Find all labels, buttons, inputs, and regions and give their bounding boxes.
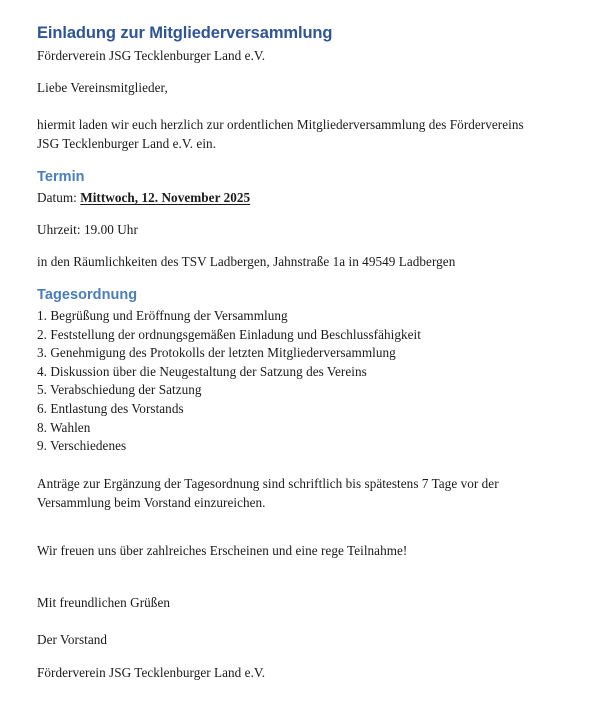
document-title: Einladung zur Mitgliederversammlung	[37, 24, 333, 42]
agenda-item: 6. Entlastung des Vorstands	[37, 401, 184, 416]
requests-line-2: Versammlung beim Vorstand einzureichen.	[37, 495, 266, 510]
agenda-item: 2. Feststellung der ordnungsgemäßen Einladung und Beschlussfähigkeit	[37, 326, 421, 342]
date-label: Datum:	[37, 190, 81, 205]
agenda-item: 5. Verabschiedung der Satzung	[37, 382, 202, 398]
date-value: Mittwoch, 12. November 2025	[80, 190, 251, 205]
agenda-item: 4. Diskussion über die Neugestaltung der Satzung des Vereins	[37, 363, 367, 379]
location-line: in den Räumlichkeiten des TSV Ladbergen, Jahnstraße 1a in 49549 Ladbergen	[37, 254, 456, 269]
termin-heading: Termin	[37, 169, 85, 185]
closing-wish: Wir freuen uns über zahlreiches Erscheinen und eine rege Teilnahme!	[37, 543, 408, 558]
signature-org: Förderverein JSG Tecklenburger Land e.V.	[37, 665, 266, 680]
time-line: Uhrzeit: 19.00 Uhr	[37, 222, 138, 237]
requests-line-1: Anträge zur Ergänzung der Tagesordnung sind schriftlich bis spätestens 7 Tage vor der	[37, 476, 499, 491]
greeting: Liebe Vereinsmitglieder,	[37, 80, 168, 95]
date-line	[37, 189, 250, 207]
agenda-heading: Tagesordnung	[37, 287, 138, 303]
agenda-item: 9. Verschiedenes	[37, 438, 127, 454]
agenda-item: 8. Wahlen	[37, 419, 91, 435]
intro-line-1: hiermit laden wir euch herzlich zur ordentlichen Mitgliederversammlung des Fördervereins	[37, 117, 524, 132]
agenda-item: 3. Genehmigung des Protokolls der letzten Mitgliederversammlung	[37, 345, 396, 361]
signature: Der Vorstand	[37, 632, 108, 647]
document-subtitle: Förderverein JSG Tecklenburger Land e.V.	[37, 48, 266, 63]
regards: Mit freundlichen Grüßen	[37, 595, 170, 610]
agenda-item: 1. Begrüßung und Eröffnung der Versammlung	[37, 308, 288, 323]
intro-line-2: JSG Tecklenburger Land e.V. ein.	[37, 136, 217, 151]
